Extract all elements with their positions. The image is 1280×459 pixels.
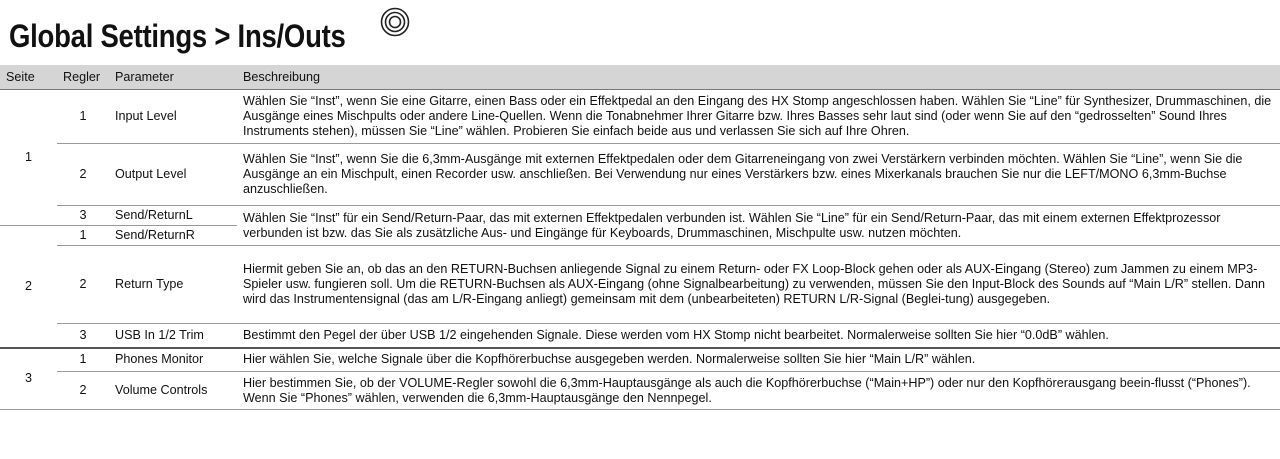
page-cell: 2 [0,226,57,348]
knob-icon [380,7,410,37]
description-cell: Wählen Sie “Inst” für ein Send/Return-Paar, das mit externen Effektpedalen verbunden ist. Wählen Sie “Line” für ein Send/Return-Paar, das mit einem externen Effektprozessor verbunden ist bzw. das Sie als zusätzliche Aus- und Eingänge für Keyboards, Drummaschinen, Mischpulte usw. nutzen möchten. [237,206,1280,246]
knob-cell: 2 [57,372,109,410]
table-row [0,246,1280,324]
description-cell: Wählen Sie “Inst”, wenn Sie die 6,3mm-Ausgänge mit externen Effektpedalen oder dem Gitarreneingang von zwei Verstärkern verbinden möchten. Wählen Sie “Line”, wenn Sie die Ausgänge an ein Mischpult, einen Recorder usw. anschließen. Bei Verwendung nur eines Verstärkers bzw. eines Mixerkanals brauchen Sie nur die LEFT/MONO 6,3mm-Buchse anzuschließen. [237,144,1280,206]
parameter-cell: Return Type [109,246,237,324]
knob-cell: 2 [57,246,109,324]
table-row [0,348,1280,372]
table-row [0,90,1280,144]
page-cell: 3 [0,348,57,410]
knob-cell: 3 [57,206,109,226]
col-header-regler: Regler [57,65,109,90]
table-row [0,144,1280,206]
page-cell: 1 [0,90,57,226]
table-row [0,324,1280,348]
page-title: Global Settings > Ins/Outs [9,17,346,54]
col-header-beschreibung: Beschreibung [237,65,1280,90]
knob-cell: 2 [57,144,109,206]
knob-cell: 1 [57,90,109,144]
description-cell: Hier wählen Sie, welche Signale über die Kopfhörerbuchse ausgegeben werden. Normalerweise sollten Sie hier “Main L/R” wählen. [237,348,1280,372]
parameter-cell: Phones Monitor [109,348,237,372]
title-row [9,14,400,58]
parameter-cell: Send/ReturnL [109,206,237,226]
knob-cell: 1 [57,348,109,372]
parameter-cell: Output Level [109,144,237,206]
parameter-cell: Input Level [109,90,237,144]
parameter-cell: Send/ReturnR [109,226,237,246]
col-header-seite: Seite [0,65,57,90]
knob-cell: 1 [57,226,109,246]
parameter-table [0,65,1280,410]
table-header-row [0,65,1280,90]
description-cell: Hiermit geben Sie an, ob das an den RETURN-Buchsen anliegende Signal zu einem Return- oder FX Loop-Block gehen oder als AUX-Eingang (Stereo) zum Jammen zu einem MP3-Spieler usw. fungieren soll. Um die RETURN-Buchsen als AUX-Eingang (ohne Signalbearbeitung) zu verwenden, müssen Sie den Input-Block des Sounds auf “Main L/R” stellen. Dann wird das Instrumentensignal (das am L/R-Eingang anliegt) gemeinsam mit dem (unbearbeiteten) RETURN L/R-Signal (Beglei-tung) ausgegeben. [237,246,1280,324]
description-cell: Bestimmt den Pegel der über USB 1/2 eingehenden Signale. Diese werden vom HX Stomp nicht bearbeitet. Normalerweise sollten Sie hier “0.0dB” wählen. [237,324,1280,348]
parameter-cell: USB In 1/2 Trim [109,324,237,348]
parameter-cell: Volume Controls [109,372,237,410]
table-row [0,372,1280,410]
description-cell: Hier bestimmen Sie, ob der VOLUME-Regler sowohl die 6,3mm-Hauptausgänge als auch die Kopfhörerbuchse (“Main+HP”) oder nur den Kopfhörerausgang beein-flusst (“Phones”). Wenn Sie “Phones” wählen, verwenden die 6,3mm-Hauptausgänge den Nennpegel. [237,372,1280,410]
col-header-parameter: Parameter [109,65,237,90]
description-cell: Wählen Sie “Inst”, wenn Sie eine Gitarre, einen Bass oder ein Effektpedal an den Eingang des HX Stomp angeschlossen haben. Wählen Sie “Line” für Synthesizer, Drummaschinen, die Ausgänge eines Mischpults oder andere Line-Quellen. Wenn die Tonabnehmer Ihrer Gitarre bzw. Ihres Basses sehr laut sind (oder wenn Sie auf den “gedrosselten” Sound Ihres Instruments stehen), müssen Sie “Line” wählen. Probieren Sie einfach beide aus und verlassen Sie sich auf Ihre Ohren. [237,90,1280,144]
knob-cell: 3 [57,324,109,348]
table-row [0,206,1280,226]
